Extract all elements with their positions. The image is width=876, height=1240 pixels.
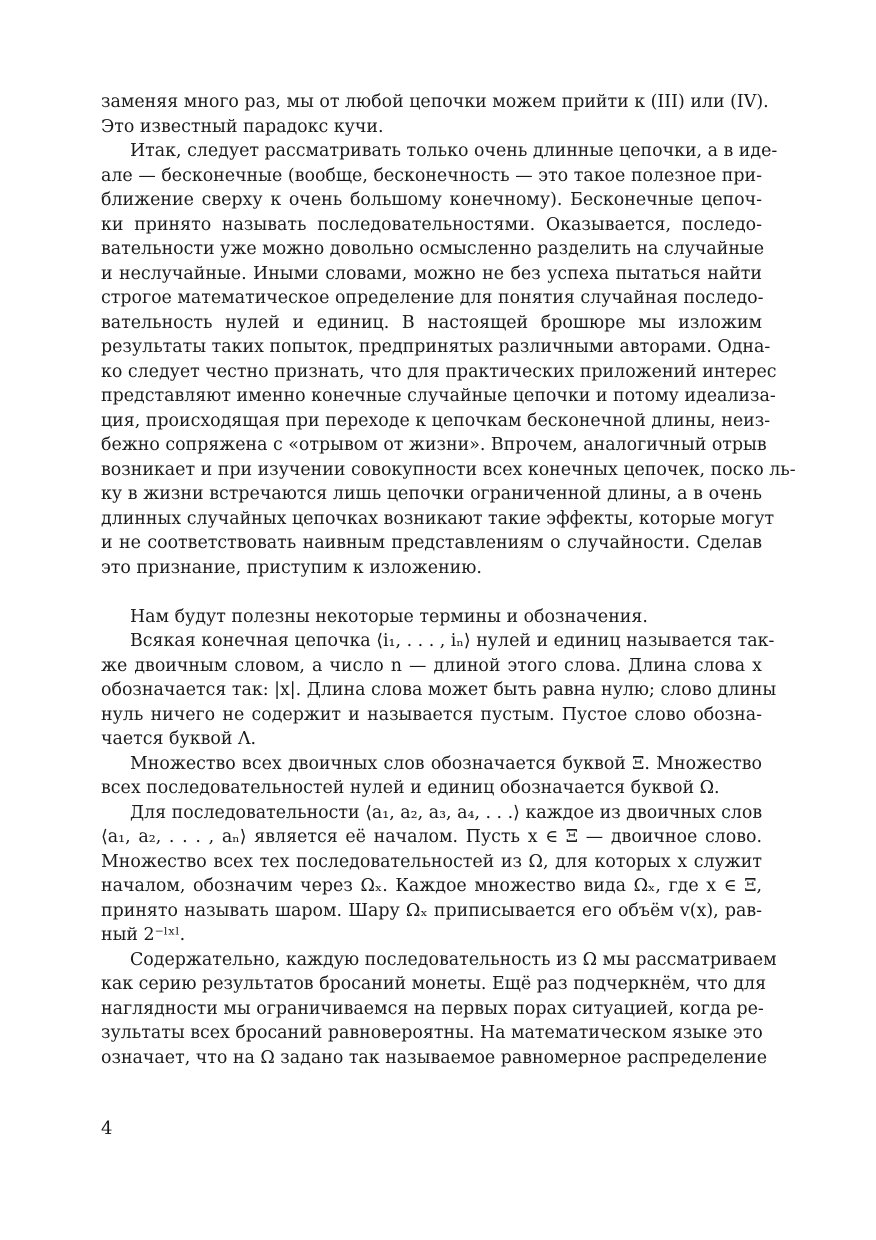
- text-line: чается буквой Λ.: [101, 729, 257, 749]
- paragraph: [101, 139, 796, 580]
- text-line: всех последовательностей нулей и единиц обозначается буквой Ω.: [101, 778, 720, 798]
- text-line: бежно сопряжена с «отрывом от жизни». Впрочем, аналогичный отрыв: [101, 435, 767, 455]
- page-number: 4: [101, 1118, 113, 1139]
- text-line: Итак, следует рассматривать только очень длинные цепочки, а в иде-: [130, 141, 778, 161]
- text-line: ко следует честно признать, что для практических приложений интерес: [101, 361, 777, 382]
- text-line: принято называть шаром. Шару Ωₓ приписывается его объём v(x), рав-: [101, 900, 762, 921]
- text-line: нуль ничего не содержит и называется пустым. Пустое слово обозна-: [101, 704, 762, 725]
- text-line: вательность нулей и единиц. В настоящей брошюре мы изложим: [101, 312, 762, 333]
- paragraph: [101, 948, 777, 1071]
- text-line: зультаты всех бросаний равновероятны. На математическом языке это: [101, 1023, 763, 1043]
- text-line: ку в жизни встречаются лишь цепочки ограниченной длины, а в очень: [101, 484, 762, 504]
- text-line: ⟨a₁, a₂, . . . , aₙ⟩ является её началом. Пусть x ∈ Ξ — двоичное слово.: [101, 827, 762, 847]
- text-line: и не соответствовать наивным представлениям о случайности. Сделав: [101, 533, 762, 553]
- paragraph: [101, 605, 762, 630]
- text-line: результаты таких попыток, предпринятых различными авторами. Одна-: [101, 337, 771, 357]
- text-line: Это известный парадокс кучи.: [101, 116, 384, 137]
- text-line: ный 2⁻ˡˣˡ.: [101, 925, 186, 945]
- text-line: как серию результатов бросаний монеты. Ещё раз подчеркнём, что для: [101, 974, 767, 994]
- text-line: Множество всех тех последовательностей из Ω, для которых x служит: [101, 851, 762, 872]
- paragraph: [101, 90, 769, 139]
- paragraph: [101, 752, 762, 801]
- text-line: ки принято называть последовательностями. Оказывается, последо-: [101, 214, 762, 235]
- text-line: обозначается так: |x|. Длина слова может быть равна нулю; слово длины: [101, 680, 777, 700]
- text-line: Множество всех двоичных слов обозначается буквой Ξ. Множество: [130, 753, 762, 774]
- text-line: строгое математическое определение для понятия случайная последо-: [101, 288, 764, 308]
- body-text: [101, 90, 796, 1070]
- text-line: возникает и при изучении совокупности всех конечных цепочек, поско ль-: [101, 459, 796, 480]
- text-line: Для последовательности ⟨a₁, a₂, a₃, a₄, . . .⟩ каждое из двоичных слов: [130, 802, 763, 823]
- text-line: Содержательно, каждую последовательность из Ω мы рассматриваем: [130, 949, 777, 970]
- text-line: ция, происходящая при переходе к цепочкам бесконечной длины, неиз-: [101, 410, 771, 431]
- text-line: Всякая конечная цепочка ⟨i₁, . . . , iₙ⟩ нулей и единиц называется так-: [130, 631, 775, 651]
- text-line: началом, обозначим через Ωₓ. Каждое множество вида Ωₓ, где x ∈ Ξ,: [101, 876, 762, 896]
- text-line: вательности уже можно довольно осмысленно разделить на случайные: [101, 239, 765, 259]
- text-line: же двоичным словом, а число n — длиной этого слова. Длина слова x: [101, 655, 762, 676]
- text-line: заменяя много раз, мы от любой цепочки можем прийти к (III) или (IV).: [101, 92, 769, 112]
- text-line: але — бесконечные (вообще, бесконечность — это такое полезное при-: [101, 165, 762, 186]
- paragraph: [101, 629, 777, 752]
- text-line: Нам будут полезны некоторые термины и обозначения.: [130, 606, 648, 627]
- section-gap: [101, 580, 762, 605]
- text-line: и неслучайные. Иными словами, можно не без успеха пытаться найти: [101, 263, 762, 284]
- text-line: это признание, приступим к изложению.: [101, 557, 482, 578]
- text-line: представляют именно конечные случайные цепочки и потому идеализа-: [101, 386, 776, 406]
- text-line: длинных случайных цепочках возникают такие эффекты, которые могут: [101, 508, 775, 529]
- text-line: ближение сверху к очень большому конечному). Бесконечные цепоч-: [101, 190, 762, 210]
- text-line: наглядности мы ограничиваемся на первых порах ситуацией, когда ре-: [101, 998, 764, 1019]
- text-line: означает, что на Ω задано так называемое равномерное распределение: [101, 1047, 768, 1068]
- paragraph: [101, 801, 762, 948]
